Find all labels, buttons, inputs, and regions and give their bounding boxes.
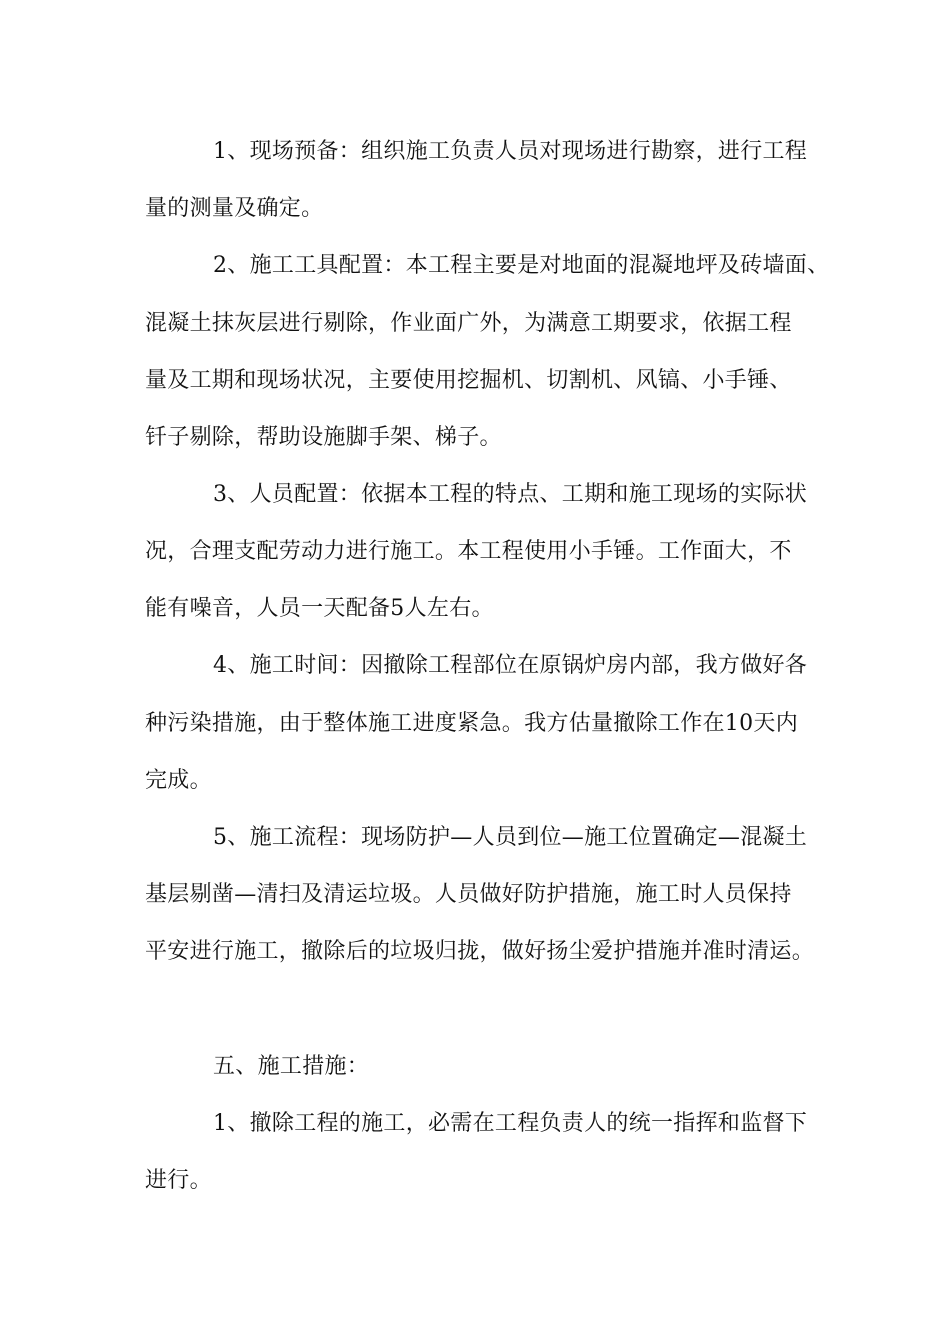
- paragraph-5-line-1: 5、施工流程：现场防护—人员到位—施工位置确定—混凝土: [213, 825, 808, 850]
- paragraph-2-line-4: 钎子剔除，帮助设施脚手架、梯子。: [145, 425, 502, 450]
- paragraph-1-line-1: 1、现场预备：组织施工负责人员对现场进行勘察，进行工程: [213, 139, 808, 164]
- paragraph-4-line-2: 种污染措施，由于整体施工进度紧急。我方估量撤除工作在10天内: [145, 711, 798, 736]
- paragraph-5-line-3: 平安进行施工，撤除后的垃圾归拢，做好扬尘爱护措施并准时清运。: [145, 939, 815, 964]
- paragraph-4-line-1: 4、施工时间：因撤除工程部位在原锅炉房内部，我方做好各: [213, 653, 808, 678]
- paragraph-3-line-3: 能有噪音，人员一天配备5人左右。: [145, 596, 494, 621]
- paragraph-1-line-2: 量的测量及确定。: [145, 196, 324, 221]
- measure-1-line-2: 进行。: [145, 1168, 212, 1193]
- paragraph-3-line-1: 3、人员配置：依据本工程的特点、工期和施工现场的实际状: [213, 482, 808, 507]
- paragraph-2-line-1: 2、施工工具配置：本工程主要是对地面的混凝地坪及砖墙面、: [213, 253, 830, 278]
- measure-1-line-1: 1、撤除工程的施工，必需在工程负责人的统一指挥和监督下: [213, 1111, 808, 1136]
- paragraph-4-line-3: 完成。: [145, 768, 212, 793]
- paragraph-2-line-2: 混凝土抹灰层进行剔除，作业面广外，为满意工期要求，依据工程: [145, 311, 792, 336]
- paragraph-3-line-2: 况，合理支配劳动力进行施工。本工程使用小手锤。工作面大，不: [145, 539, 792, 564]
- paragraph-5-line-2: 基层剔凿—清扫及清运垃圾。人员做好防护措施，施工时人员保持: [145, 882, 792, 907]
- section-heading: 五、施工措施：: [213, 1054, 370, 1079]
- paragraph-2-line-3: 量及工期和现场状况，主要使用挖掘机、切割机、风镐、小手锤、: [145, 368, 792, 393]
